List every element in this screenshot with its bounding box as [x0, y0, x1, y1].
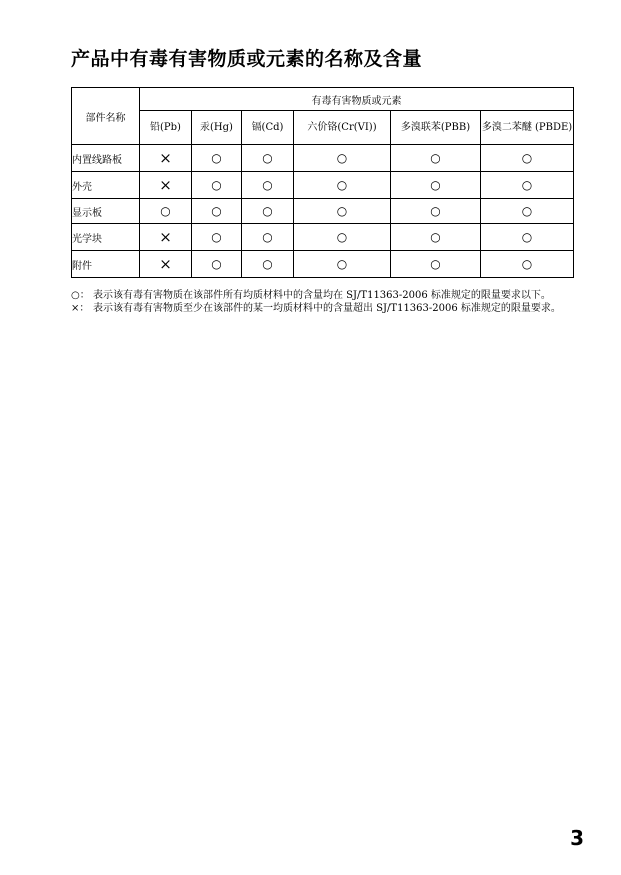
part-name-header: 部件名称	[72, 88, 140, 145]
cell-mark: ○	[481, 145, 574, 172]
table-row	[72, 145, 574, 172]
cell-mark: ○	[294, 145, 391, 172]
note-text: 表示该有毒有害物质至少在该部件的某一均质材料中的含量超出 SJ/T11363-2006 标准规定的限量要求。	[93, 302, 561, 314]
cell-mark: ○	[294, 199, 391, 224]
table-row	[72, 199, 574, 224]
cell-mark: ○	[242, 199, 294, 224]
column-header-cr6: 六价铬(Cr(VI))	[294, 111, 391, 145]
note-item	[71, 303, 574, 315]
note-symbol: ×：	[71, 302, 90, 314]
legend-notes	[71, 290, 574, 315]
column-header-hg: 汞(Hg)	[192, 111, 242, 145]
note-text: 表示该有毒有害物质在该部件所有均质材料中的含量均在 SJ/T11363-2006 标准规定的限量要求以下。	[93, 290, 551, 301]
note-item	[71, 290, 574, 302]
row-label: 光学块	[72, 224, 140, 251]
row-label: 外壳	[72, 172, 140, 199]
cell-mark: ○	[391, 224, 481, 251]
cell-mark: ○	[242, 145, 294, 172]
page-title: 产品中有毒有害物质或元素的名称及含量	[71, 48, 423, 70]
substance-group-header: 有毒有害物质或元素	[140, 88, 574, 111]
cell-mark: ○	[481, 172, 574, 199]
cell-mark: ○	[192, 251, 242, 278]
column-header-pb: 铅(Pb)	[140, 111, 192, 145]
cell-mark: ○	[242, 172, 294, 199]
cell-mark: ○	[242, 251, 294, 278]
cell-mark: ×	[140, 172, 192, 199]
page-number: 3	[570, 826, 584, 850]
cell-mark: ○	[481, 199, 574, 224]
cell-mark: ○	[391, 145, 481, 172]
column-header-pbb: 多溴联苯(PBB)	[391, 111, 481, 145]
cell-mark: ○	[294, 251, 391, 278]
cell-mark: ○	[391, 199, 481, 224]
cell-mark: ○	[192, 224, 242, 251]
cell-mark: ○	[192, 172, 242, 199]
hazardous-substances-table	[71, 87, 574, 278]
cell-mark: ○	[481, 251, 574, 278]
cell-mark: ○	[192, 145, 242, 172]
cell-mark: ×	[140, 251, 192, 278]
cell-mark: ×	[140, 145, 192, 172]
cell-mark: ○	[140, 199, 192, 224]
cell-mark: ○	[391, 251, 481, 278]
cell-mark: ○	[192, 199, 242, 224]
row-label: 内置线路板	[72, 145, 140, 172]
column-header-pbde: 多溴二苯醚 (PBDE)	[481, 111, 574, 145]
cell-mark: ○	[481, 224, 574, 251]
cell-mark: ×	[140, 224, 192, 251]
note-symbol: ○：	[71, 290, 90, 301]
cell-mark: ○	[294, 224, 391, 251]
cell-mark: ○	[391, 172, 481, 199]
table-row	[72, 251, 574, 278]
row-label: 附件	[72, 251, 140, 278]
cell-mark: ○	[294, 172, 391, 199]
table-row	[72, 172, 574, 199]
column-header-cd: 镉(Cd)	[242, 111, 294, 145]
table-row	[72, 224, 574, 251]
row-label: 显示板	[72, 199, 140, 224]
cell-mark: ○	[242, 224, 294, 251]
